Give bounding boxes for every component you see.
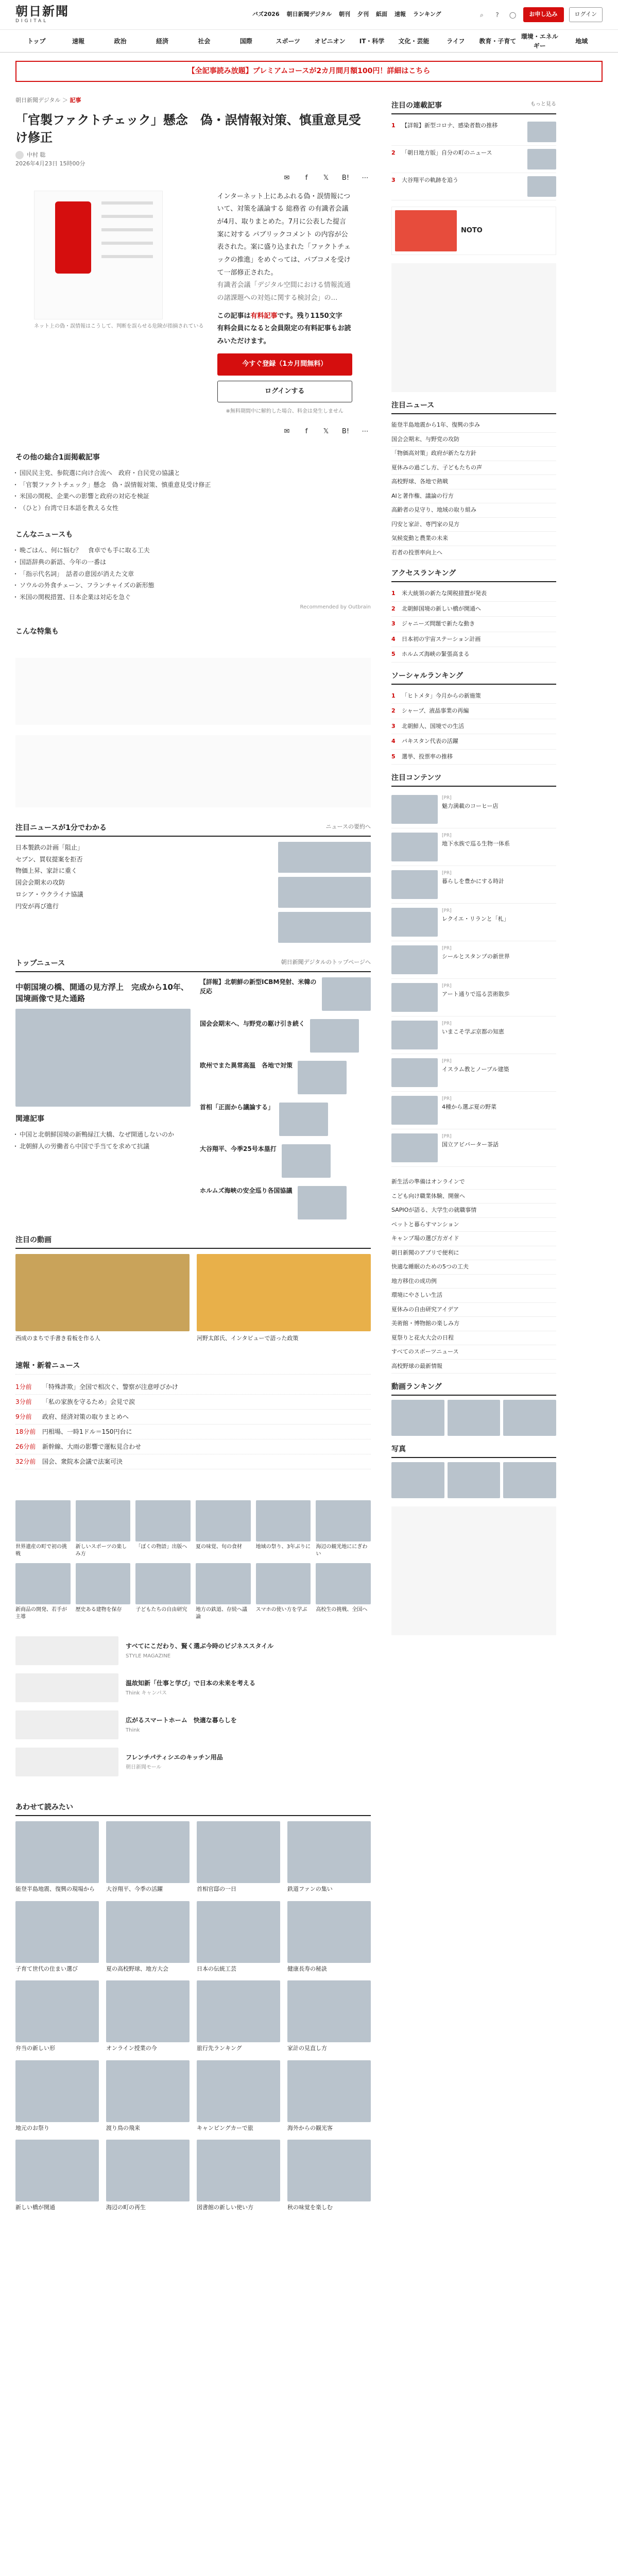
news-row[interactable]: 1分前 「特殊詐欺」全国で相次ぐ、警察が注意呼びかけ xyxy=(15,1380,371,1395)
list-item[interactable]: 地方移住の成功例 xyxy=(391,1275,556,1289)
paywall-sub: 有料会員になると会員限定の有料記事もお読みいただけます。 xyxy=(217,325,351,346)
header-actions xyxy=(477,7,603,22)
most-read xyxy=(15,823,371,943)
ad-slot xyxy=(15,735,371,807)
list-item[interactable]: ・ ソウルの外食チェーン、フランチャイズの新形態 xyxy=(15,580,371,591)
ad-slot xyxy=(391,1506,556,1635)
topnav-item[interactable]: 紙面 xyxy=(375,11,387,18)
ranking-item[interactable]: 1 「ヒトメタ」今月からの新施策 xyxy=(391,689,556,704)
category-item[interactable]: 地域 xyxy=(575,37,588,45)
news-row[interactable]: 18分前 円相場、一時1ドル＝150円台に xyxy=(15,1425,371,1439)
content-list: 注目コンテンツ [PR] 魅力満載のコーヒー店 [PR] 地下水族で巡る生物一体系 [PR] 暮らしを豊かにする時計 [PR] レクイエ・リランと「札」 [PR] シールとスタンプの新世界 [PR] アート通りで巡る芸術散歩 [PR] いまこそ学ぶ京都の知恵 [PR] イスラム教とノーブル建築 [PR] 4種から選ぶ夏の野菜 [PR] 国立アビバーター茶話 xyxy=(391,773,556,1167)
mail-icon[interactable]: ✉ xyxy=(284,174,290,182)
list-item[interactable]: 円安が再び進行 xyxy=(15,902,59,910)
section-title: こんな特集も xyxy=(15,627,59,636)
topnav-item[interactable]: 朝刊 xyxy=(338,11,350,18)
promo-list xyxy=(15,1636,371,1776)
user-icon[interactable]: ◯ xyxy=(509,11,517,19)
list-item[interactable]: こども向け職業体験、開催へ xyxy=(391,1190,556,1204)
promo-banner[interactable]: 【全記事読み放題】プレミアムコースが2カ月間月額100円！詳細はこちら xyxy=(15,61,603,82)
main-column xyxy=(15,92,371,2212)
access-ranking: アクセスランキング 1 米大統領の新たな関税措置が発表 2 北朝鮮国境の新しい橋が開通へ 3 ジャニーズ問題で新たな動き 4 日本初の宇宙ステーション計画 5 ホルムズ海峡の緊張高まる xyxy=(391,568,556,663)
list-item[interactable]: 快適な睡眠のための5つの工夫 xyxy=(391,1260,556,1275)
list-item[interactable]: ・ 米国の関税措置、日本企業は対応を急ぐ xyxy=(15,591,371,603)
grid-card[interactable]: 子どもたちの自由研究 xyxy=(135,1563,191,1621)
reco-card[interactable]: 子育て世代の住まい選び xyxy=(15,1901,99,1974)
news-item[interactable]: 国会会期末へ、与野党の駆け引き続く xyxy=(200,1019,371,1053)
list-item[interactable]: AIと著作権、議論の行方 xyxy=(391,489,556,504)
share-bar xyxy=(15,173,371,183)
grid-card[interactable]: 海辺の観光地ににぎわい xyxy=(316,1500,371,1558)
sidebar-list-2 xyxy=(391,1175,556,1374)
list-item[interactable]: ・ 「官製ファクトチェック」懸念 偽・誤情報対策、慎重意見受け修正 xyxy=(15,479,371,491)
news-item[interactable]: 欧州でまた異常高温 各地で対策 xyxy=(200,1061,371,1094)
category-item[interactable]: スポーツ xyxy=(276,37,300,45)
topnav-item[interactable]: 夕刊 xyxy=(357,11,369,18)
grid-card[interactable]: 新商品の開発、若手が主導 xyxy=(15,1563,71,1621)
reco-card[interactable]: キャンピングカーで旅 xyxy=(197,2060,280,2133)
ad-slot xyxy=(391,263,556,392)
list-item[interactable]: ・ 中国と北朝鮮国境の新鴨緑江大橋、なぜ開通しないのか xyxy=(15,1129,191,1141)
news-thumb[interactable] xyxy=(278,877,371,908)
ranking-item[interactable]: 1 【詳報】新型コロナ、感染者数の推移 xyxy=(391,118,556,146)
grid-card[interactable]: 高校生の挑戦、全国へ xyxy=(316,1563,371,1621)
grid-card[interactable]: 世界遺産の町で初の挑戦 xyxy=(15,1500,71,1558)
author-avatar xyxy=(15,151,24,159)
list-item[interactable]: 高校野球の最新情報 xyxy=(391,1360,556,1374)
videos xyxy=(15,1235,371,1343)
ranking-item[interactable]: 2 北朝鮮国境の新しい橋が開通へ xyxy=(391,602,556,617)
content-card[interactable]: [PR] レクイエ・リランと「札」 xyxy=(391,904,556,941)
lead-headline[interactable]: 中朝国境の橋、開通の見方浮上 完成から10年、国境画像で見た通路 xyxy=(15,982,188,1004)
list-item[interactable]: 日本製鉄の計画「阻止」 xyxy=(15,843,84,851)
x-icon[interactable]: 𝕏 xyxy=(323,174,329,182)
more-icon[interactable]: ⋯ xyxy=(362,174,369,182)
feature-section xyxy=(15,626,371,637)
list-item[interactable]: 高校野球、各地で熱戦 xyxy=(391,475,556,489)
noto-banner[interactable]: NOTO xyxy=(391,207,556,255)
video-thumb[interactable] xyxy=(503,1400,556,1436)
reco-card[interactable]: 首相官邸の一日 xyxy=(197,1821,280,1894)
news-row[interactable]: 26分前 新幹線、大雨の影響で運転見合わせ xyxy=(15,1439,371,1454)
article-date: 2026年4月23日 15時00分 xyxy=(15,160,85,167)
more-link[interactable]: 朝日新聞デジタルのトップページへ xyxy=(281,958,371,965)
outbrain-credit[interactable]: Recommended by Outbrain xyxy=(300,604,371,610)
news-item[interactable]: 【詳報】北朝鮮の新型ICBM発射、米韓の反応 xyxy=(200,977,371,1011)
category-item[interactable]: 環境・エネルギー xyxy=(521,32,558,49)
reco-card[interactable]: 旅行先ランキング xyxy=(197,1980,280,2053)
list-item[interactable]: ・ 米国の関税、企業への影響と政府の対応を検証 xyxy=(15,490,371,502)
content-card[interactable]: [PR] いまこそ学ぶ京都の知恵 xyxy=(391,1016,556,1054)
ranking-item[interactable]: 3 大谷翔平の軌跡を追う xyxy=(391,173,556,200)
ranking-item[interactable]: 3 北朝鮮人、国境での生活 xyxy=(391,719,556,735)
list-item[interactable]: ・ 「指示代名詞」 話者の意図が消えた文章 xyxy=(15,568,371,580)
list-item[interactable]: SAPIOが語る、大学生の就職事情 xyxy=(391,1204,556,1218)
reco-card[interactable]: オンライン授業の今 xyxy=(106,1980,190,2053)
news-thumb[interactable] xyxy=(278,912,371,943)
reco-card[interactable]: 家計の見直し方 xyxy=(287,1980,371,2053)
reco-card[interactable]: 夏の高校野球、地方大会 xyxy=(106,1901,190,1974)
grid-card[interactable]: 歴史ある建物を保存 xyxy=(76,1563,131,1621)
article-meta xyxy=(15,151,371,168)
video-card[interactable]: 河野太郎氏、インタビューで語った政策 xyxy=(197,1254,371,1343)
ranking-item[interactable]: 1 米大統領の新たな関税措置が発表 xyxy=(391,586,556,602)
category-item[interactable]: 文化・芸能 xyxy=(398,37,430,45)
article-title: 「官製ファクトチェック」懸念 偽・誤情報対策、慎重意見受け修正 xyxy=(15,112,361,145)
reco-card[interactable]: 大谷翔平、今季の活躍 xyxy=(106,1821,190,1894)
reco-card[interactable]: 海辺の町の再生 xyxy=(106,2140,190,2212)
reco-card[interactable]: 渡り鳥の飛来 xyxy=(106,2060,190,2133)
facebook-icon[interactable]: f xyxy=(305,428,308,436)
promo-item[interactable]: 広がるスマートホーム 快適な暮らしを Think xyxy=(15,1710,371,1739)
list-item[interactable]: 円安と家計、専門家の見方 xyxy=(391,518,556,532)
sidebar xyxy=(391,92,556,2212)
video-thumb[interactable] xyxy=(391,1400,444,1436)
more-link[interactable]: もっと見る xyxy=(530,101,556,107)
photo-thumb[interactable] xyxy=(391,1462,444,1498)
ranking-item[interactable]: 5 ホルムズ海峡の緊張高まる xyxy=(391,647,556,663)
breadcrumb: 朝日新聞デジタル ＞ 記事 xyxy=(15,97,81,104)
reco-card[interactable]: 弁当の新しい形 xyxy=(15,1980,99,2053)
category-item[interactable]: トップ xyxy=(27,37,46,45)
ranking-item[interactable]: 3 ジャニーズ問題で新たな動き xyxy=(391,617,556,632)
news-thumb[interactable] xyxy=(278,842,371,873)
category-item[interactable]: IT・科学 xyxy=(359,37,385,45)
recommend-news xyxy=(15,530,371,611)
hatena-icon[interactable]: B! xyxy=(341,428,350,436)
grid-card[interactable]: 新しいスポーツの楽しみ方 xyxy=(76,1500,131,1558)
category-nav xyxy=(0,30,618,53)
section-title: 速報・新着ニュース xyxy=(15,1362,80,1370)
photo-section: 写真 xyxy=(391,1444,556,1498)
social-ranking: ソーシャルランキング 1 「ヒトメタ」今月からの新施策 2 シャープ、液晶事業の再編 3 北朝鮮人、国境での生活 4 パキスタン代表の活躍 5 選挙、投票率の推移 xyxy=(391,671,556,765)
category-item[interactable]: 教育・子育て xyxy=(479,37,517,45)
promo-item[interactable]: フレンチパティシエのキッチン用品 朝日新聞モール xyxy=(15,1748,371,1776)
fine-print: ※無料期間中に解約した場合、料金は発生しません xyxy=(226,409,344,415)
list-item[interactable]: 若者の投票率向上へ xyxy=(391,546,556,561)
news-row[interactable]: 3分前 「私の家族を守るため」会見で涙 xyxy=(15,1395,371,1410)
article-image xyxy=(34,191,163,319)
content-card[interactable]: [PR] シールとスタンプの新世界 xyxy=(391,941,556,979)
photo-grid xyxy=(15,1500,371,1621)
content-card[interactable]: [PR] 魅力満載のコーヒー店 xyxy=(391,791,556,828)
hatena-icon[interactable]: B! xyxy=(341,174,350,182)
logo-text: 朝日新聞 xyxy=(15,3,69,19)
category-item[interactable]: 国際 xyxy=(239,37,252,45)
login-button[interactable]: ログイン xyxy=(569,7,603,22)
list-item[interactable]: ・ 北朝鮮人の労働者ら中国で手当てを求めて抗議 xyxy=(15,1141,191,1153)
reco-card[interactable]: 健康長寿の秘訣 xyxy=(287,1901,371,1974)
image-caption: ネット上の偽・誤情報はこうして、判断を誤らせる危険が指摘されている xyxy=(34,323,204,329)
video-card[interactable]: 西成のまちで手書き看板を作る人 xyxy=(15,1254,190,1343)
list-item[interactable]: 環境にやさしい生活 xyxy=(391,1289,556,1303)
list-item[interactable]: 「物価高対策」政府が新たな方針 xyxy=(391,447,556,461)
photo-thumb[interactable] xyxy=(448,1462,501,1498)
more-link[interactable]: ニュースの要約へ xyxy=(325,823,371,830)
content-card[interactable]: [PR] 暮らしを豊かにする時計 xyxy=(391,866,556,904)
content-card[interactable]: [PR] 地下水族で巡る生物一体系 xyxy=(391,828,556,866)
grid-card[interactable]: 地域の祭り、3年ぶりに xyxy=(256,1500,311,1558)
list-item[interactable]: 夏休みの自由研究アイデア xyxy=(391,1303,556,1317)
reco-card[interactable]: 新しい橋が開通 xyxy=(15,2140,99,2212)
sidebar-ranking: 注目の連載記事 もっと見る 1 【詳報】新型コロナ、感染者数の推移 2 「朝日地方版」自分の町のニュース 3 大谷翔平の軌跡を追う xyxy=(391,100,556,200)
list-item[interactable]: 能登半島地震から1年、復興の歩み xyxy=(391,418,556,433)
article-paragraph: 有識者会議「デジタル空間における情報流通の諸課題への対処に関する検討会」の… xyxy=(217,281,351,302)
breaking-news xyxy=(15,1358,371,1469)
category-item[interactable]: 政治 xyxy=(114,37,127,45)
ranking-item[interactable]: 5 選挙、投票率の推移 xyxy=(391,750,556,765)
section-title: こんなニュースも xyxy=(15,530,73,539)
reco-card[interactable]: 地元のお祭り xyxy=(15,2060,99,2133)
list-item[interactable]: ・ 国民民主党、参院選に向け合流へ 政府・自民党の協議と xyxy=(15,467,371,479)
ad-slot xyxy=(15,658,371,725)
list-item[interactable]: ・ 国語辞典の新語、今年の一番は xyxy=(15,556,371,568)
help-icon[interactable]: ? xyxy=(495,11,499,19)
list-item[interactable]: 物価上昇、家計に重く xyxy=(15,867,78,875)
list-item[interactable]: キャンプ場の選び方ガイド xyxy=(391,1232,556,1246)
topnav-item[interactable]: ランキング xyxy=(413,11,441,18)
top-news xyxy=(15,958,371,1219)
list-item[interactable]: 気候変動と農業の未来 xyxy=(391,532,556,546)
list-item[interactable]: ・ 晩ごはん、何に悩む？ 食卓でも手に取る工夫 xyxy=(15,545,371,556)
category-item[interactable]: 経済 xyxy=(156,37,168,45)
related-articles xyxy=(15,452,371,514)
news-row[interactable]: 32分前 国会、衆院本会議で法案可決 xyxy=(15,1454,371,1469)
news-item[interactable]: 首相「正面から議論する」 xyxy=(200,1103,371,1136)
promo-item[interactable]: 温故知新「仕事と学び」で日本の未来を考える Think キャンパス xyxy=(15,1673,371,1702)
promo-item[interactable]: すべてにこだわり、賢く選ぶ今時のビジネススタイル STYLE MAGAZINE xyxy=(15,1636,371,1665)
list-item[interactable]: 新生活の準備はオンラインで xyxy=(391,1175,556,1190)
photo-thumb[interactable] xyxy=(503,1462,556,1498)
more-icon[interactable]: ⋯ xyxy=(362,428,369,436)
login-cta-button[interactable]: ログインする xyxy=(217,381,353,403)
news-item[interactable]: 大谷翔平、今季25号本塁打 xyxy=(200,1144,371,1178)
section-title: あわせて読みたい xyxy=(15,1803,73,1812)
top-nav xyxy=(252,10,441,19)
list-item[interactable]: ロシア・ウクライナ協議 xyxy=(15,891,83,899)
video-ranking: 動画ランキング xyxy=(391,1382,556,1436)
ranking-item[interactable]: 2 「朝日地方版」自分の町のニュース xyxy=(391,146,556,173)
section-title: トップニュース xyxy=(15,959,65,968)
content-card[interactable]: [PR] イスラム教とノーブル建築 xyxy=(391,1054,556,1092)
recommended-reads xyxy=(15,1802,371,2212)
section-title: 関連記事 xyxy=(15,1114,44,1123)
reco-card[interactable]: 図書館の新しい使い方 xyxy=(197,2140,280,2212)
facebook-icon[interactable]: f xyxy=(305,174,308,182)
list-item[interactable]: 朝日新聞のアプリで便利に xyxy=(391,1246,556,1261)
author-name[interactable]: 中村 聡 xyxy=(27,151,46,159)
lead-image[interactable] xyxy=(15,1009,191,1107)
category-item[interactable]: オピニオン xyxy=(314,37,346,45)
list-item[interactable]: 夏休みの過ごし方、子どもたちの声 xyxy=(391,461,556,476)
section-title: 注目の動画 xyxy=(15,1235,52,1244)
article-body xyxy=(15,191,371,417)
ranking-item[interactable]: 4 パキスタン代表の活躍 xyxy=(391,734,556,750)
sidebar-news: 注目ニュース 能登半島地震から1年、復興の歩み 国会会期末、与野党の攻防 「物価高対策」政府が新たな方針 夏休みの過ごし方、子どもたちの声 高校野球、各地で熱戦 AIと著作権、議論の行方 高齢者の見守り、地域の取り組み 円安と家計、専門家の見方 気候変動と農業の未来 若者の投票率向上へ xyxy=(391,400,556,560)
category-item[interactable]: 速報 xyxy=(72,37,85,45)
grid-card[interactable]: 地方の鉄道、存続へ議論 xyxy=(196,1563,251,1621)
subscribe-button[interactable]: お申し込み xyxy=(523,7,564,22)
share-bar-bottom xyxy=(15,427,371,437)
content-card[interactable]: [PR] 4種から選ぶ夏の野菜 xyxy=(391,1092,556,1129)
grid-card[interactable]: 「ぼくの物語」出版へ xyxy=(135,1500,191,1558)
article-paragraph: インターネット上にあふれる偽・誤情報について、対策を議論する 総務省 の有識者会議が4月、取りまとめた。7月に公表した提言案に対する パブリックコメント の内容が公表された。案に盛り込まれた「ファクトチェックの推進」をめぐっては、パブコメを受けて一部修正された。 xyxy=(217,192,351,277)
grid-card[interactable]: スマホの使い方を学ぶ xyxy=(256,1563,311,1621)
section-title: 注目ニュースが1分でわかる xyxy=(15,823,107,832)
section-title: その他の総合1面掲載記事 xyxy=(15,453,100,462)
site-logo[interactable] xyxy=(15,5,77,25)
category-item[interactable]: 社会 xyxy=(198,37,211,45)
topnav-item[interactable]: 速報 xyxy=(394,11,406,18)
list-item[interactable]: 高齢者の見守り、地域の取り組み xyxy=(391,503,556,518)
list-item[interactable]: ・ （ひと）台湾で日本語を教える女性 xyxy=(15,502,371,514)
reco-card[interactable]: 鉄道ファンの集い xyxy=(287,1821,371,1894)
mail-icon[interactable]: ✉ xyxy=(284,428,290,436)
list-item[interactable]: ペットと暮らすマンション xyxy=(391,1218,556,1232)
reco-card[interactable]: 日本の伝統工芸 xyxy=(197,1901,280,1974)
list-item[interactable]: 国会会期末、与野党の攻防 xyxy=(391,433,556,447)
site-header xyxy=(0,0,618,30)
news-item[interactable]: ホルムズ海峡の安全巡り各国協議 xyxy=(200,1186,371,1219)
logo-subtext: DIGITAL xyxy=(15,18,48,24)
category-item[interactable]: ライフ xyxy=(447,37,465,45)
search-icon[interactable]: ⌕ xyxy=(480,11,484,19)
paywall-notice: この記事は有料記事です。残り1150文字 xyxy=(217,312,342,320)
list-item[interactable]: 美術館・博物館の楽しみ方 xyxy=(391,1317,556,1331)
list-item[interactable]: 国会会期末の攻防 xyxy=(15,879,65,887)
breadcrumb-item[interactable]: 朝日新聞デジタル xyxy=(15,97,61,104)
reco-card[interactable]: 能登半島地震、復興の現場から xyxy=(15,1821,99,1894)
topnav-item[interactable]: バズ2026 xyxy=(252,11,280,18)
ranking-item[interactable]: 2 シャープ、液晶事業の再編 xyxy=(391,704,556,719)
video-thumb[interactable] xyxy=(448,1400,501,1436)
breadcrumb-item[interactable]: 記事 xyxy=(70,97,81,104)
grid-card[interactable]: 夏の味覚、旬の食材 xyxy=(196,1500,251,1558)
reco-card[interactable]: 秋の味覚を楽しむ xyxy=(287,2140,371,2212)
news-row[interactable]: 9分前 政府、経済対策の取りまとめへ xyxy=(15,1410,371,1425)
trial-button[interactable]: 今すぐ登録（1カ月間無料） xyxy=(217,353,353,376)
ranking-item[interactable]: 4 日本初の宇宙ステーション計画 xyxy=(391,632,556,648)
list-item[interactable]: セブン、買収提案を拒否 xyxy=(15,855,83,863)
content-card[interactable]: [PR] アート通りで巡る芸術散歩 xyxy=(391,979,556,1016)
list-item[interactable]: すべてのスポーツニュース xyxy=(391,1345,556,1360)
topnav-item[interactable]: 朝日新聞デジタル xyxy=(286,11,332,18)
content-card[interactable]: [PR] 国立アビバーター茶話 xyxy=(391,1129,556,1167)
reco-card[interactable]: 海外からの観光客 xyxy=(287,2060,371,2133)
list-item[interactable]: 夏祭りと花火大会の日程 xyxy=(391,1331,556,1346)
x-icon[interactable]: 𝕏 xyxy=(323,428,329,436)
